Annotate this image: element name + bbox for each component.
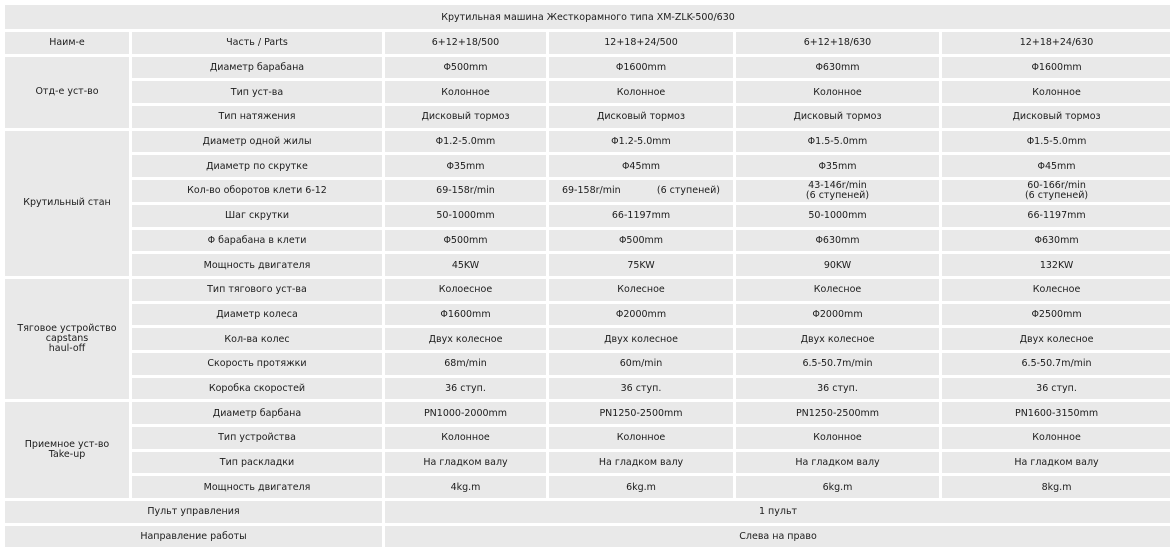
footer-value: 1 пульт: [385, 501, 1170, 523]
table-row: [5, 304, 1170, 326]
value-cell: Φ630mm: [736, 230, 939, 252]
table-row: [5, 328, 1170, 350]
value-cell: 68m/min: [385, 353, 546, 375]
param-label: Тип раскладки: [132, 452, 382, 474]
value-cell: 36 ступ.: [549, 378, 733, 400]
value-cell: Дисковый тормоз: [942, 106, 1170, 128]
value-cell: Φ500mm: [385, 230, 546, 252]
value-cell: Двух колесное: [942, 328, 1170, 350]
param-label: Тип уст-ва: [132, 81, 382, 103]
param-label: Диаметр барабана: [132, 57, 382, 79]
table-row: [5, 155, 1170, 177]
value-cell: 36 ступ.: [736, 378, 939, 400]
value-cell: На гладком валу: [942, 452, 1170, 474]
header-part: Часть / Parts: [132, 32, 382, 54]
value-cell: 69-158r/min: [385, 180, 546, 202]
header-name: Наим-е: [5, 32, 129, 54]
value-cell: 6kg.m: [549, 476, 733, 498]
footer-value: Слева на право: [385, 526, 1170, 548]
value-cell: На гладком валу: [385, 452, 546, 474]
param-label: Диаметр колеса: [132, 304, 382, 326]
value-cell: Φ500mm: [385, 57, 546, 79]
value-cell: Φ1600mm: [549, 57, 733, 79]
param-label: Тип натяжения: [132, 106, 382, 128]
value-cell: 50-1000mm: [385, 205, 546, 227]
table-row: [5, 57, 1170, 79]
table-row: [5, 378, 1170, 400]
param-label: Диаметр по скрутке: [132, 155, 382, 177]
table-row: [5, 254, 1170, 276]
table-row: [5, 452, 1170, 474]
value-cell: 36 ступ.: [942, 378, 1170, 400]
value-cell: Дисковый тормоз: [549, 106, 733, 128]
value-cell: 132KW: [942, 254, 1170, 276]
value-cell: Φ45mm: [549, 155, 733, 177]
table-row: [5, 402, 1170, 424]
table-row: [5, 81, 1170, 103]
header-model: 6+12+18/630: [736, 32, 939, 54]
value-cell: Колесное: [736, 279, 939, 301]
header-row: [5, 32, 1170, 54]
table-row: [5, 106, 1170, 128]
value-cell: Колонное: [549, 427, 733, 449]
value-cell: Колонное: [942, 81, 1170, 103]
value-cell: Φ2000mm: [549, 304, 733, 326]
header-model: 12+18+24/630: [942, 32, 1170, 54]
table-row: [5, 180, 1170, 202]
footer-label: Направление работы: [5, 526, 382, 548]
value-cell: 4kg.m: [385, 476, 546, 498]
value-cell: PN1250-2500mm: [549, 402, 733, 424]
value-cell: Двух колесное: [385, 328, 546, 350]
value-cell: Φ1.2-5.0mm: [385, 131, 546, 153]
value-cell: 6kg.m: [736, 476, 939, 498]
table-row: [5, 353, 1170, 375]
value-cell: 36 ступ.: [385, 378, 546, 400]
value-cell: Дисковый тормоз: [385, 106, 546, 128]
table-row: [5, 427, 1170, 449]
value-cell: Φ630mm: [736, 57, 939, 79]
value-cell: Φ35mm: [385, 155, 546, 177]
table-row: [5, 230, 1170, 252]
value-cell: Колонное: [736, 81, 939, 103]
footer-label: Пульт управления: [5, 501, 382, 523]
value-cell: Φ1.2-5.0mm: [549, 131, 733, 153]
spec-sheet: [2, 2, 1168, 551]
value-cell: Φ1600mm: [942, 57, 1170, 79]
param-label: Диаметр одной жилы: [132, 131, 382, 153]
value-cell: На гладком валу: [736, 452, 939, 474]
table-row: [5, 279, 1170, 301]
header-model: 6+12+18/500: [385, 32, 546, 54]
group-label: Приемное уст-во Take-up: [5, 402, 129, 498]
value-cell: 60-166r/min (6 ступеней): [942, 180, 1170, 202]
value-cell: 50-1000mm: [736, 205, 939, 227]
value-cell: Φ500mm: [549, 230, 733, 252]
value-cell: Φ35mm: [736, 155, 939, 177]
value-cell: Φ1.5-5.0mm: [736, 131, 939, 153]
param-label: Диаметр барбана: [132, 402, 382, 424]
value-cell: 69-158r/min (6 ступеней): [549, 180, 733, 202]
group-label: Крутильный стан: [5, 131, 129, 276]
value-cell: Φ2500mm: [942, 304, 1170, 326]
value-cell: Колесное: [549, 279, 733, 301]
value-cell: Двух колесное: [549, 328, 733, 350]
value-cell: Колонное: [942, 427, 1170, 449]
footer-row: [5, 526, 1170, 548]
value-cell: Φ45mm: [942, 155, 1170, 177]
table-row: [5, 131, 1170, 153]
value-cell: 75KW: [549, 254, 733, 276]
value-cell: Колонное: [385, 81, 546, 103]
value-cell: PN1000-2000mm: [385, 402, 546, 424]
value-cell: 66-1197mm: [549, 205, 733, 227]
value-cell: Φ630mm: [942, 230, 1170, 252]
param-label: Скорость протяжки: [132, 353, 382, 375]
value-cell: Колоесное: [385, 279, 546, 301]
value-cell: 6.5-50.7m/min: [942, 353, 1170, 375]
param-label: Шаг скрутки: [132, 205, 382, 227]
value-cell: PN1250-2500mm: [736, 402, 939, 424]
spec-table: [2, 2, 1170, 550]
param-label: Мощность двигателя: [132, 254, 382, 276]
value-cell: На гладком валу: [549, 452, 733, 474]
value-cell: 90KW: [736, 254, 939, 276]
param-label: Кол-ва колес: [132, 328, 382, 350]
value-cell: Φ1.5-5.0mm: [942, 131, 1170, 153]
table-row: [5, 476, 1170, 498]
value-cell: Двух колесное: [736, 328, 939, 350]
group-label: Тяговое устройство capstans haul-off: [5, 279, 129, 399]
param-label: Кол-во оборотов клети 6-12: [132, 180, 382, 202]
param-label: Φ барабана в клети: [132, 230, 382, 252]
param-label: Мощность двигателя: [132, 476, 382, 498]
param-label: Тип устройства: [132, 427, 382, 449]
value-cell: Колонное: [385, 427, 546, 449]
header-model: 12+18+24/500: [549, 32, 733, 54]
value-cell: 43-146r/min (6 ступеней): [736, 180, 939, 202]
footer-row: [5, 501, 1170, 523]
table-row: [5, 205, 1170, 227]
value-cell: 60m/min: [549, 353, 733, 375]
value-cell: 6.5-50.7m/min: [736, 353, 939, 375]
value-cell: Φ1600mm: [385, 304, 546, 326]
value-cell: 66-1197mm: [942, 205, 1170, 227]
value-cell: Φ2000mm: [736, 304, 939, 326]
param-label: Коробка скоростей: [132, 378, 382, 400]
group-label: Отд-е уст-во: [5, 57, 129, 128]
value-cell: 45KW: [385, 254, 546, 276]
title-row: [5, 5, 1170, 29]
table-title: Крутильная машина Жесткорамного типа XM-ZLK-500/630: [5, 5, 1170, 29]
value-cell: Дисковый тормоз: [736, 106, 939, 128]
value-cell: PN1600-3150mm: [942, 402, 1170, 424]
value-cell: Колонное: [736, 427, 939, 449]
param-label: Тип тягового уст-ва: [132, 279, 382, 301]
value-cell: Колонное: [549, 81, 733, 103]
value-cell: Колесное: [942, 279, 1170, 301]
value-cell: 8kg.m: [942, 476, 1170, 498]
